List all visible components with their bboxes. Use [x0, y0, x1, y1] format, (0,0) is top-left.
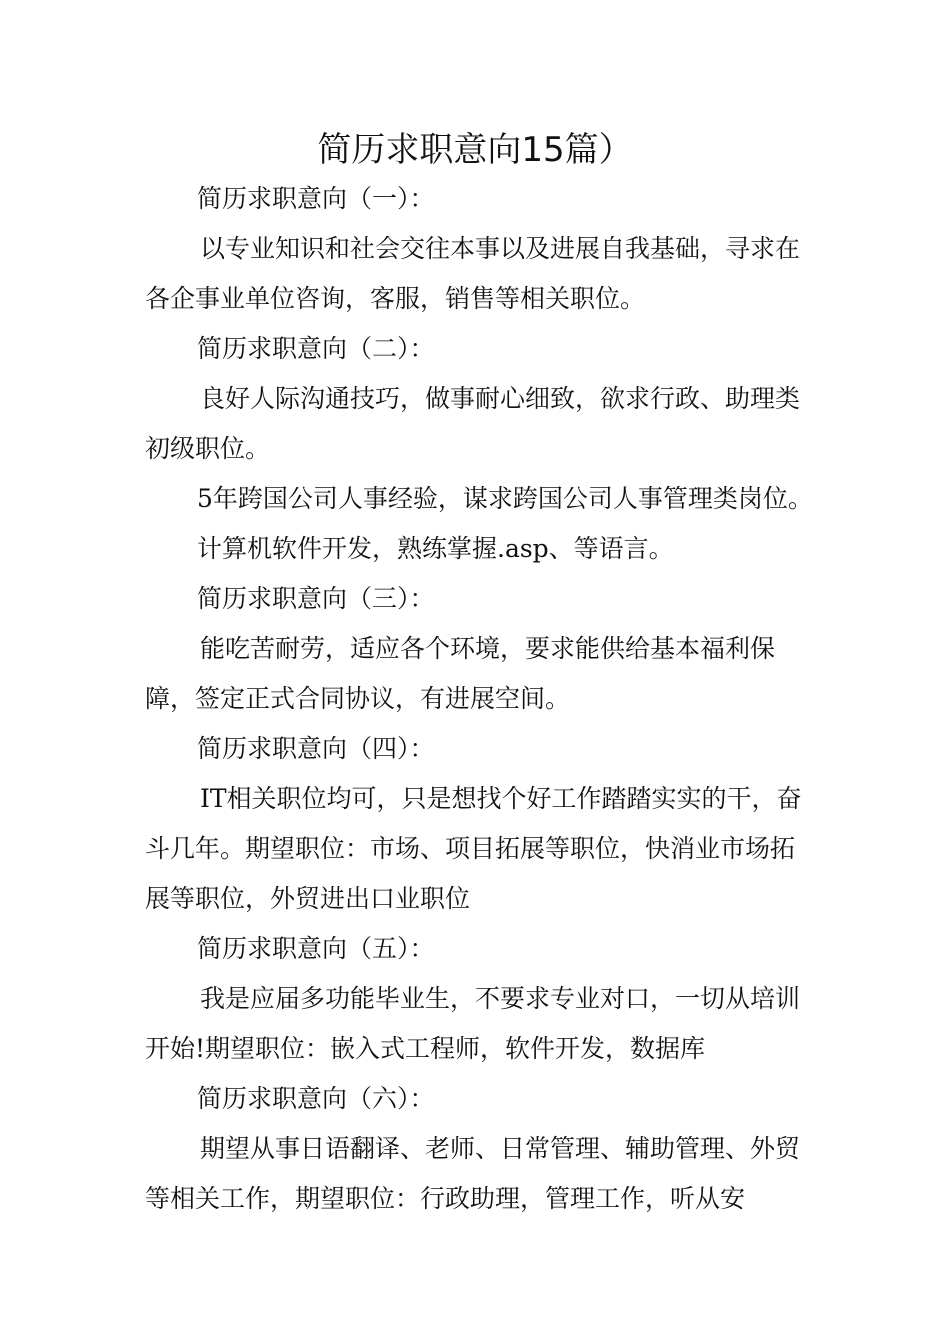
body-paragraph: IT相关职位均可，只是想找个好工作踏踏实实的干，奋斗几年。期望职位：市场、项目拓展等职位，快消业市场拓展等职位，外贸进出口业职位 [145, 784, 802, 913]
section-heading: 简历求职意向（三）： [197, 584, 435, 613]
section-heading: 简历求职意向（一）： [197, 184, 435, 213]
section-heading: 简历求职意向（二）： [197, 334, 435, 363]
body-paragraph: 5年跨国公司人事经验，谋求跨国公司人事管理类岗位。 [197, 484, 813, 513]
body-paragraph: 期望从事日语翻译、老师、日常管理、辅助管理、外贸等相关工作，期望职位：行政助理，管理工作，听从安 [145, 1134, 801, 1213]
section-heading: 简历求职意向（五）： [197, 934, 435, 963]
body-paragraph: 以专业知识和社会交往本事以及进展自我基础，寻求在各企事业单位咨询，客服，销售等相关职位。 [145, 234, 801, 313]
document-body [145, 174, 815, 1224]
body-paragraph: 我是应届多功能毕业生，不要求专业对口，一切从培训开始!期望职位：嵌入式工程师，软件开发，数据库 [145, 984, 801, 1063]
section-heading: 简历求职意向（六）： [197, 1084, 435, 1113]
body-paragraph: 能吃苦耐劳，适应各个环境，要求能供给基本福利保障，签定正式合同协议，有进展空间。 [145, 634, 776, 713]
section-heading: 简历求职意向（四）： [197, 734, 435, 763]
document-title: 简历求职意向15篇） [317, 130, 633, 170]
body-paragraph: 计算机软件开发，熟练掌握.asp、等语言。 [197, 534, 674, 563]
body-paragraph: 良好人际沟通技巧，做事耐心细致，欲求行政、助理类初级职位。 [145, 384, 801, 463]
